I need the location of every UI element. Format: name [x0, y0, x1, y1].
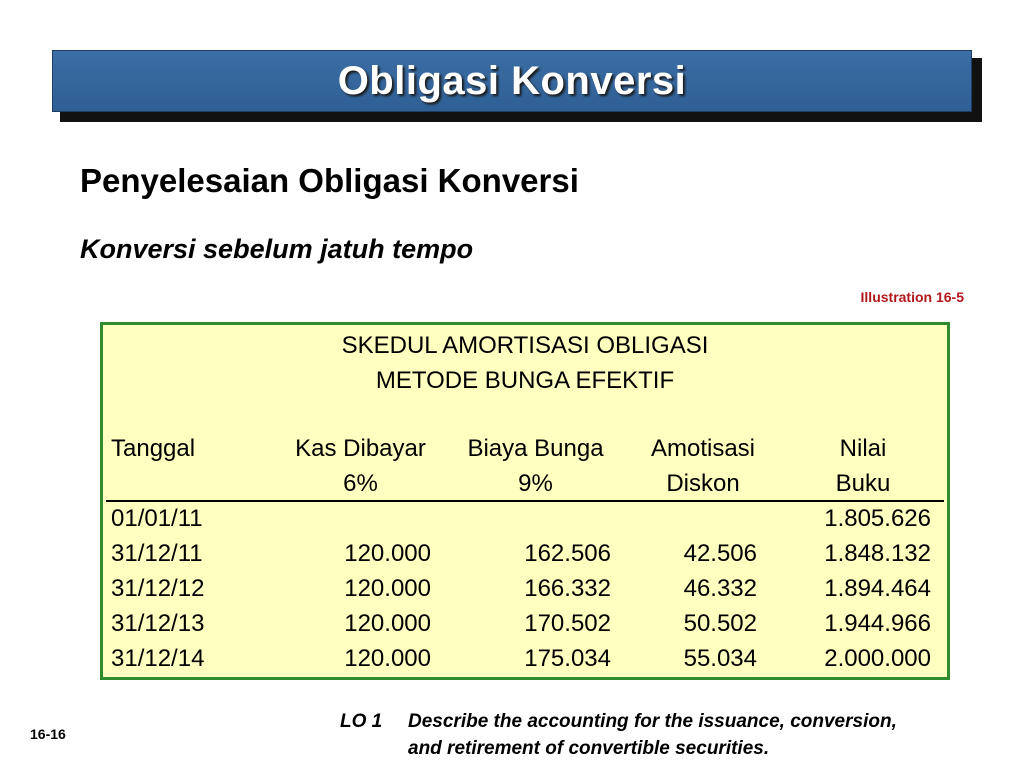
amortization-schedule: [100, 322, 950, 680]
learning-objective: [340, 708, 897, 762]
cell-date: 31/12/13: [111, 610, 205, 637]
cell-date: 31/12/11: [111, 540, 203, 567]
schedule-method: METODE BUNGA EFEKTIF: [375, 367, 675, 394]
header-interest-expense: Biaya Bunga: [467, 435, 604, 462]
header-cash-paid: Kas Dibayar: [295, 435, 426, 462]
slide-subtitle-italic: Konversi sebelum jatuh tempo: [80, 234, 474, 264]
header-divider: [106, 500, 944, 502]
cell-cash: 120.000: [344, 575, 431, 602]
header-interest-rate: 9%: [518, 470, 553, 497]
table-row: [103, 575, 947, 605]
cell-cash: 120.000: [344, 610, 431, 637]
cell-book-value: 1.805.626: [824, 505, 931, 532]
cell-amortization: 42.506: [683, 540, 757, 567]
header-date: Tanggal: [111, 435, 196, 462]
lo-text-line1: Describe the accounting for the issuance, conversion,: [408, 711, 897, 732]
cell-cash: 120.000: [344, 645, 431, 672]
cell-amortization: 55.034: [683, 645, 757, 672]
header-amortization: Amotisasi: [650, 435, 756, 462]
schedule-title: SKEDUL AMORTISASI OBLIGASI: [341, 332, 709, 359]
table-row: [103, 645, 947, 675]
header-value: Nilai: [839, 435, 887, 462]
cell-interest: 162.506: [524, 540, 611, 567]
header-cash-rate: 6%: [343, 470, 378, 497]
cell-book-value: 1.944.966: [824, 610, 931, 637]
title-bar: [52, 50, 972, 112]
illustration-label: Illustration 16-5: [860, 289, 964, 305]
header-book: Buku: [835, 470, 891, 497]
cell-book-value: 1.894.464: [824, 575, 931, 602]
table-header-row-1: [103, 435, 947, 465]
page-number: 16-16: [30, 726, 66, 742]
lo-text-line2: and retirement of convertible securities.: [408, 738, 770, 759]
table-row: [103, 540, 947, 570]
table-row: [103, 505, 947, 535]
lo-label: LO 1: [340, 711, 383, 732]
slide-subtitle: Penyelesaian Obligasi Konversi: [80, 162, 579, 199]
cell-amortization: 50.502: [683, 610, 757, 637]
cell-amortization: 46.332: [683, 575, 757, 602]
slide-title: Obligasi Konversi: [337, 58, 687, 103]
cell-interest: 175.034: [524, 645, 611, 672]
cell-date: 01/01/11: [111, 505, 203, 532]
cell-interest: 170.502: [524, 610, 611, 637]
cell-book-value: 2.000.000: [824, 645, 931, 672]
cell-date: 31/12/14: [111, 645, 205, 672]
cell-cash: 120.000: [344, 540, 431, 567]
table-header-row-2: [103, 470, 947, 500]
cell-book-value: 1.848.132: [824, 540, 931, 567]
header-discount: Diskon: [666, 470, 740, 497]
table-row: [103, 610, 947, 640]
cell-interest: 166.332: [524, 575, 611, 602]
cell-date: 31/12/12: [111, 575, 205, 602]
